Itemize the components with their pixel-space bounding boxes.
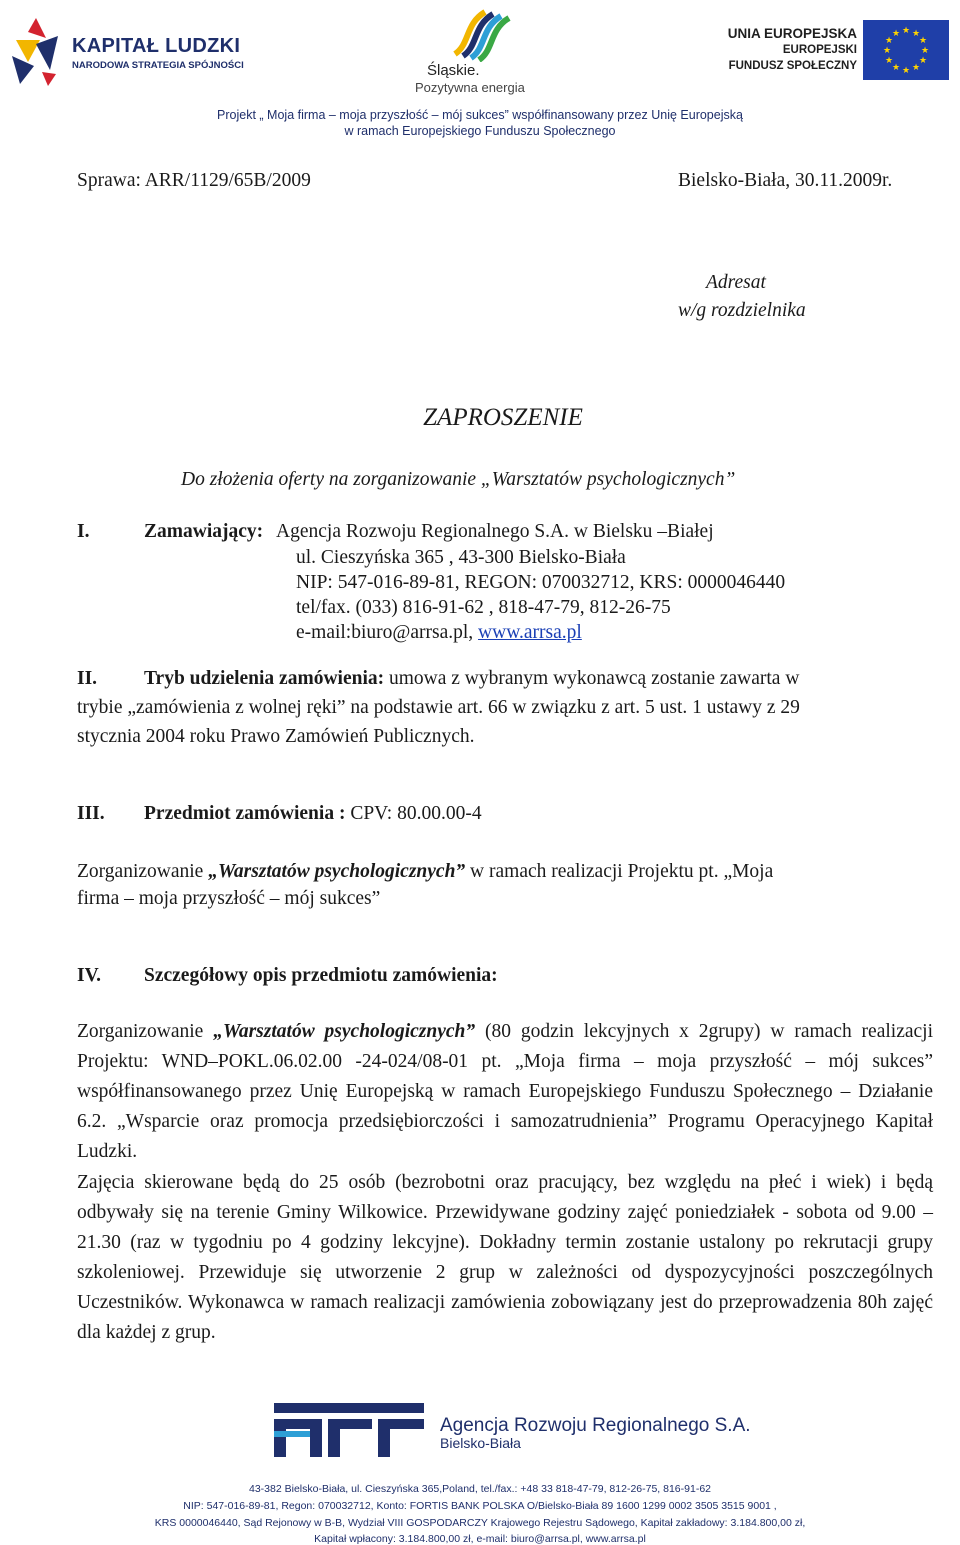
section2-text2: trybie „zamówienia z wolnej ręki” na podstawie art. 66 w związku z art. 5 ust. 1 ustawy z 29 xyxy=(77,697,800,718)
section2-line1 xyxy=(144,664,799,694)
footer-line-1: 43-382 Bielsko-Biała, ul. Cieszyńska 365,Poland, tel./fax.: +48 33 818-47-79, 812-26-75, 816-91-62 xyxy=(249,1483,711,1495)
section1-line3: NIP: 547-016-89-81, REGON: 070032712, KRS: 0000046440 xyxy=(296,572,786,593)
project-line-1: Projekt „ Moja firma – moja przyszłość – mój sukces” współfinansowany przez Unię Europejską xyxy=(217,108,743,122)
kapital-ludzki-emblem-icon xyxy=(6,10,66,90)
section3-numeral: III. xyxy=(77,803,105,824)
eu-flag-icon xyxy=(863,20,949,80)
section3-text-emph: „Warsztatów psychologicznych” xyxy=(208,861,466,882)
section1-line2: ul. Cieszyńska 365 , 43-300 Bielsko-Biała xyxy=(296,547,626,568)
section1-heading: Zamawiający: xyxy=(144,521,264,542)
arr-name-line2: Bielsko-Biała xyxy=(440,1435,521,1451)
section4-numeral: IV. xyxy=(77,965,102,986)
section1-line1: Agencja Rozwoju Regionalnego S.A. w Bielsku –Białej xyxy=(276,521,714,542)
eu-fund-line2: FUNDUSZ SPOŁECZNY xyxy=(728,60,857,72)
section4-paragraph1 xyxy=(77,1017,933,1167)
document-title: ZAPROSZENIE xyxy=(423,404,583,431)
arr-emblem-icon xyxy=(272,1395,432,1465)
kapital-ludzki-title: KAPITAŁ LUDZKI xyxy=(72,35,241,57)
svg-text:★: ★ xyxy=(918,56,928,66)
section2-numeral: II. xyxy=(77,668,98,689)
slaskie-title: Śląskie. xyxy=(427,62,480,79)
svg-text:★: ★ xyxy=(920,46,930,56)
section4-paragraph2 xyxy=(77,1168,933,1348)
svg-text:★: ★ xyxy=(911,63,921,73)
section3-text-suffix: w ramach realizacji Projektu pt. „Moja xyxy=(465,861,774,882)
addressee-label: Adresat xyxy=(706,272,766,293)
place-date: Bielsko-Biała, 30.11.2009r. xyxy=(678,170,893,191)
eu-text-block xyxy=(728,26,857,74)
svg-text:★: ★ xyxy=(882,46,892,56)
section2-text3: stycznia 2004 roku Prawo Zamówień Publicznych. xyxy=(77,726,475,747)
svg-text:★: ★ xyxy=(918,36,928,46)
section4-para1-prefix: Zorganizowanie xyxy=(77,1021,214,1042)
footer-line-3: KRS 0000046440, Sąd Rejonowy w B-B, Wydział VIII GOSPODARCZY Krajowego Rejestru Sądowego, Kapitał zakładowy: 3.184.800,00 zł, xyxy=(154,1517,806,1529)
svg-text:★: ★ xyxy=(884,56,894,66)
section3-cpv: CPV: 80.00.00-4 xyxy=(345,803,482,824)
section4-heading: Szczegółowy opis przedmiotu zamówienia: xyxy=(144,965,498,986)
section3-heading: Przedmiot zamówienia : xyxy=(144,803,346,824)
section4-para1-emph: „Warsztatów psychologicznych” xyxy=(213,1021,476,1042)
kapital-ludzki-subtitle: NARODOWA STRATEGIA SPÓJNOŚCI xyxy=(72,60,244,71)
case-number: Sprawa: ARR/1129/65B/2009 xyxy=(77,170,311,191)
svg-text:★: ★ xyxy=(891,29,901,39)
eu-fund-line1: EUROPEJSKI xyxy=(782,44,857,56)
website-link[interactable]: www.arrsa.pl xyxy=(478,622,582,643)
section4-para2-text: Zajęcia skierowane będą do 25 osób (bezrobotni oraz pracujący, bez względu na płeć i wiek) i będą odbywały się na terenie Gminy Wilkowice. Przewidywane godziny zajęć poniedziałek - sobota od 9.00 – 21.30 (raz w tygodniu po 4 godziny lekcyjne). Dokładny termin zostanie ustalony po rekrutacji grupy szkoleniowej. Przewiduje się utworzenie 2 grup w zależności od dyspozycyjności poszczególnych Uczestników. Wykonawca w ramach realizacji zamówienia zobowiązany jest do przeprowadzenia 80h zajęć dla każdej z grup. xyxy=(77,1172,933,1343)
svg-text:★: ★ xyxy=(891,63,901,73)
eu-title: UNIA EUROPEJSKA xyxy=(727,26,857,41)
svg-text:★: ★ xyxy=(884,36,894,46)
slaskie-wave-icon xyxy=(415,4,545,62)
section2-text1: umowa z wybranym wykonawcą zostanie zawarta w xyxy=(384,668,800,689)
section1-email: e-mail:biuro@arrsa.pl, xyxy=(296,622,479,643)
section3-text-prefix: Zorganizowanie xyxy=(77,861,209,882)
section3-heading-line xyxy=(144,799,482,829)
svg-text:★: ★ xyxy=(901,26,911,36)
slaskie-logo xyxy=(415,4,545,96)
addressee-value: w/g rozdzielnika xyxy=(678,300,806,321)
section1-numeral: I. xyxy=(77,521,90,542)
section1-contact-line xyxy=(296,618,582,648)
slaskie-subtitle: Pozytywna energia xyxy=(415,80,525,95)
footer-line-4: Kapitał wpłacony: 3.184.800,00 zł, e-mail: biuro@arrsa.pl, www.arrsa.pl xyxy=(314,1533,646,1545)
section3-text2: firma – moja przyszłość – mój sukces” xyxy=(77,888,381,909)
document-subtitle: Do złożenia oferty na zorganizowanie „Warsztatów psychologicznych” xyxy=(181,469,736,490)
section1-line4: tel/fax. (033) 816-91-62 , 818-47-79, 812-26-75 xyxy=(296,597,671,618)
section2-heading: Tryb udzielenia zamówienia: xyxy=(144,668,385,689)
svg-text:★: ★ xyxy=(901,66,911,76)
footer-line-2: NIP: 547-016-89-81, Regon: 070032712, Konto: FORTIS BANK POLSKA O/Bielsko-Biała 89 1600 1299 0002 3505 3515 9001 , xyxy=(183,1500,777,1512)
section4-para1-rest: (80 godzin lekcyjnych x 2grupy) w ramach realizacji Projektu: WND–POKL.06.02.00 -24-024/08-01 pt. „Moja firma – moja przyszłość – mój sukces” współfinansowanego przez Unię Europejską w ramach Europejskiego Funduszu Społecznego – Działanie 6.2. „Wsparcie oraz promocja przedsiębiorczości i samozatrudnienia” Programu Operacyjnego Kapitał Ludzki. xyxy=(77,1021,933,1162)
svg-text:★: ★ xyxy=(911,29,921,39)
section3-text1 xyxy=(77,857,773,887)
arr-logo xyxy=(272,1395,751,1465)
eu-logo xyxy=(708,10,953,90)
kapital-ludzki-logo xyxy=(6,10,244,90)
arr-name-line1: Agencja Rozwoju Regionalnego S.A. xyxy=(440,1415,751,1436)
project-line-2: w ramach Europejskiego Funduszu Społecznego xyxy=(344,124,616,138)
